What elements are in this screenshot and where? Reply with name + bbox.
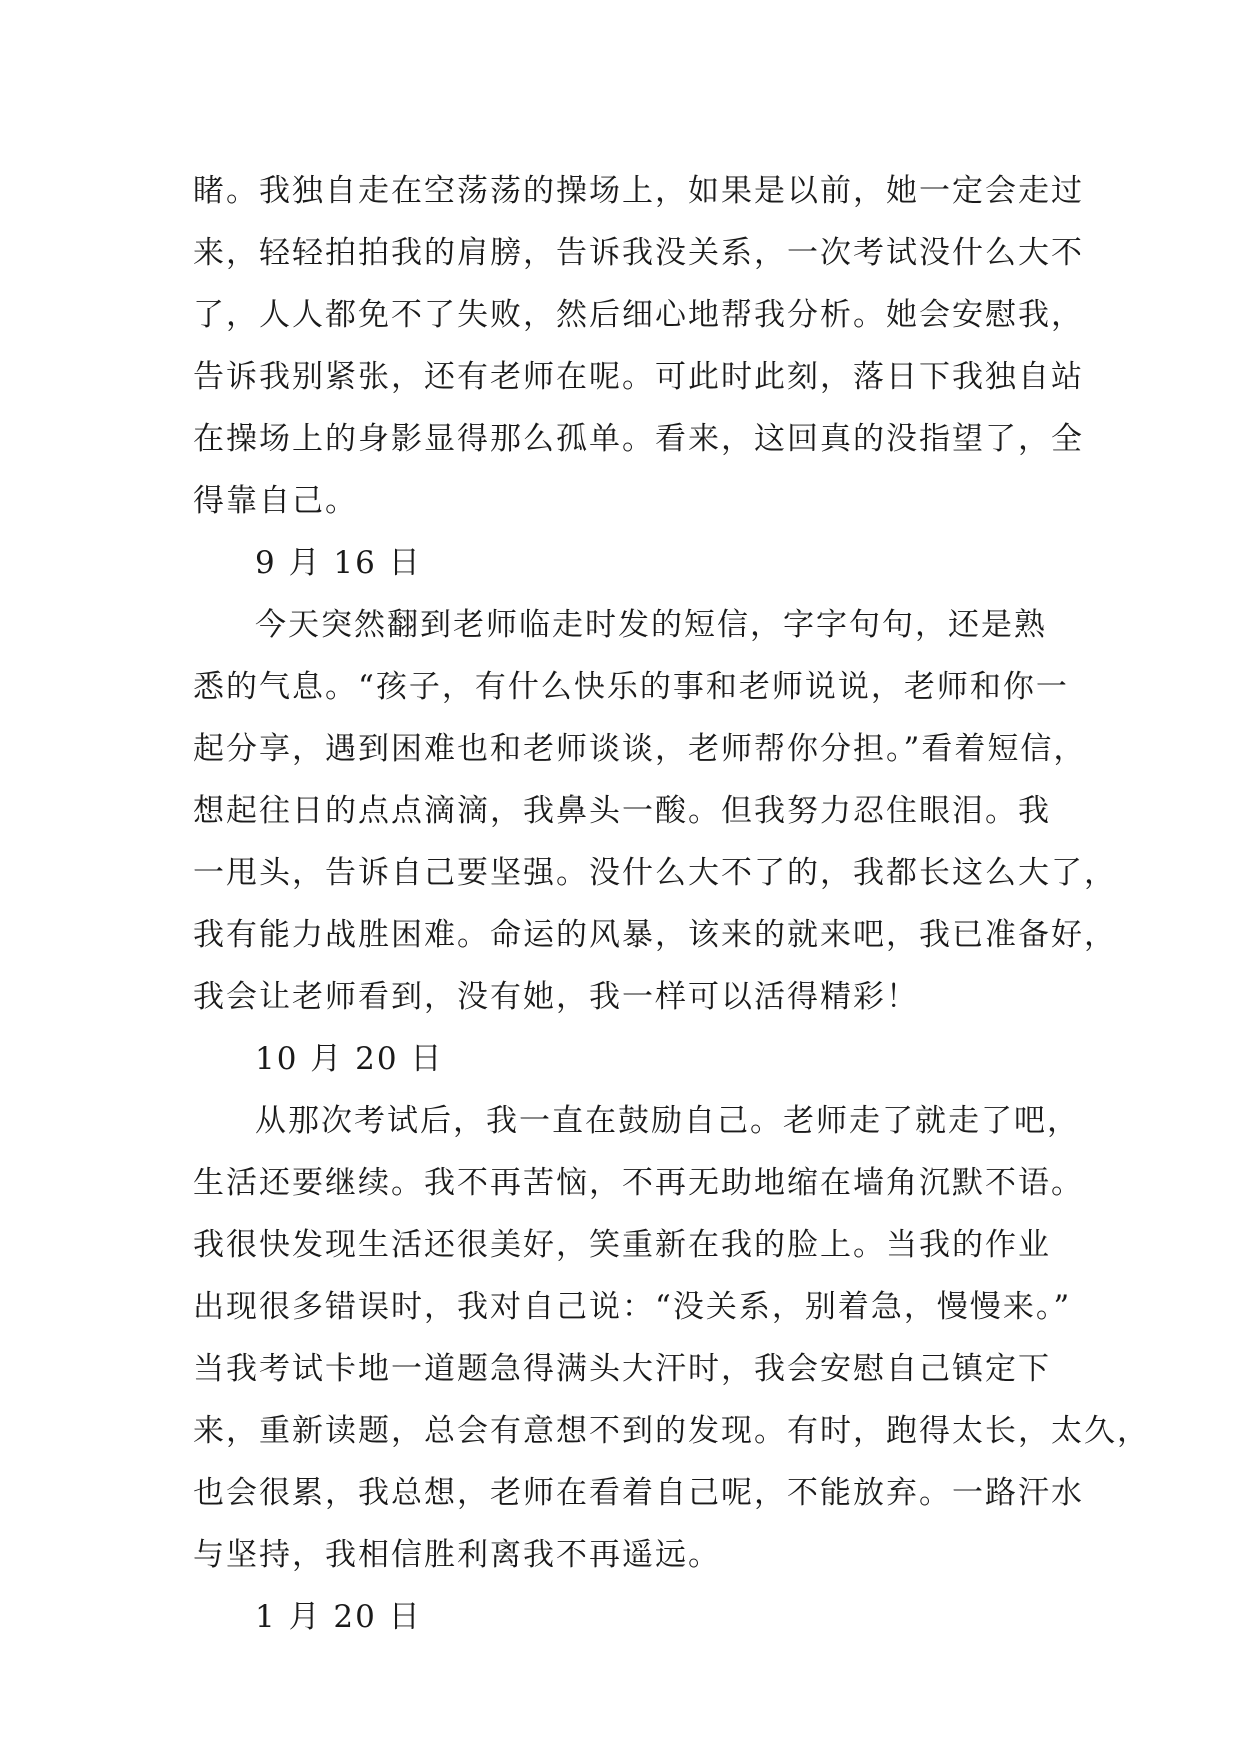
- text-line: 一甩头，告诉自己要坚强。没什么大不了的，我都长这么大了，: [193, 855, 1117, 891]
- text-line: 生活还要继续。我不再苦恼，不再无助地缩在墙角沉默不语。: [193, 1165, 1084, 1201]
- text-line: 出现很多错误时，我对自己说：“没关系，别着急，慢慢来。”: [193, 1289, 1072, 1325]
- date-heading: 10 月 20 日: [255, 1041, 444, 1077]
- text-line: 想起往日的点点滴滴，我鼻头一酸。但我努力忍住眼泪。我: [193, 793, 1051, 829]
- text-line: 得靠自己。: [193, 483, 358, 519]
- text-line: 也会很累，我总想，老师在看着自己呢，不能放弃。一路汗水: [193, 1475, 1084, 1511]
- text-line: 告诉我别紧张，还有老师在呢。可此时此刻，落日下我独自站: [193, 359, 1084, 395]
- text-line: 我会让老师看到，没有她，我一样可以活得精彩！: [193, 979, 919, 1015]
- text-line: 我有能力战胜困难。命运的风暴，该来的就来吧，我已准备好，: [193, 917, 1117, 953]
- text-line: 了，人人都免不了失败，然后细心地帮我分析。她会安慰我，: [193, 297, 1084, 333]
- body-text: [193, 160, 1150, 1648]
- text-line: 我很快发现生活还很美好，笑重新在我的脸上。当我的作业: [193, 1227, 1051, 1263]
- text-line: 当我考试卡地一道题急得满头大汗时，我会安慰自己镇定下: [193, 1351, 1051, 1387]
- text-line: 来，重新读题，总会有意想不到的发现。有时，跑得太长，太久，: [193, 1413, 1150, 1449]
- text-line: 来，轻轻拍拍我的肩膀，告诉我没关系，一次考试没什么大不: [193, 235, 1084, 271]
- date-heading: 9 月 16 日: [255, 545, 422, 581]
- text-line: 与坚持，我相信胜利离我不再遥远。: [193, 1537, 721, 1573]
- text-line: 起分享，遇到困难也和老师谈谈，老师帮你分担。”看着短信，: [193, 731, 1087, 767]
- date-heading: 1 月 20 日: [255, 1599, 422, 1635]
- text-line: 悉的气息。“孩子，有什么快乐的事和老师说说，老师和你一: [193, 669, 1069, 705]
- text-line: 今天突然翻到老师临走时发的短信，字字句句，还是熟: [255, 607, 1047, 643]
- text-line: 睹。我独自走在空荡荡的操场上，如果是以前，她一定会走过: [193, 173, 1084, 209]
- text-line: 从那次考试后，我一直在鼓励自己。老师走了就走了吧，: [255, 1103, 1080, 1139]
- text-line: 在操场上的身影显得那么孤单。看来，这回真的没指望了，全: [193, 421, 1084, 457]
